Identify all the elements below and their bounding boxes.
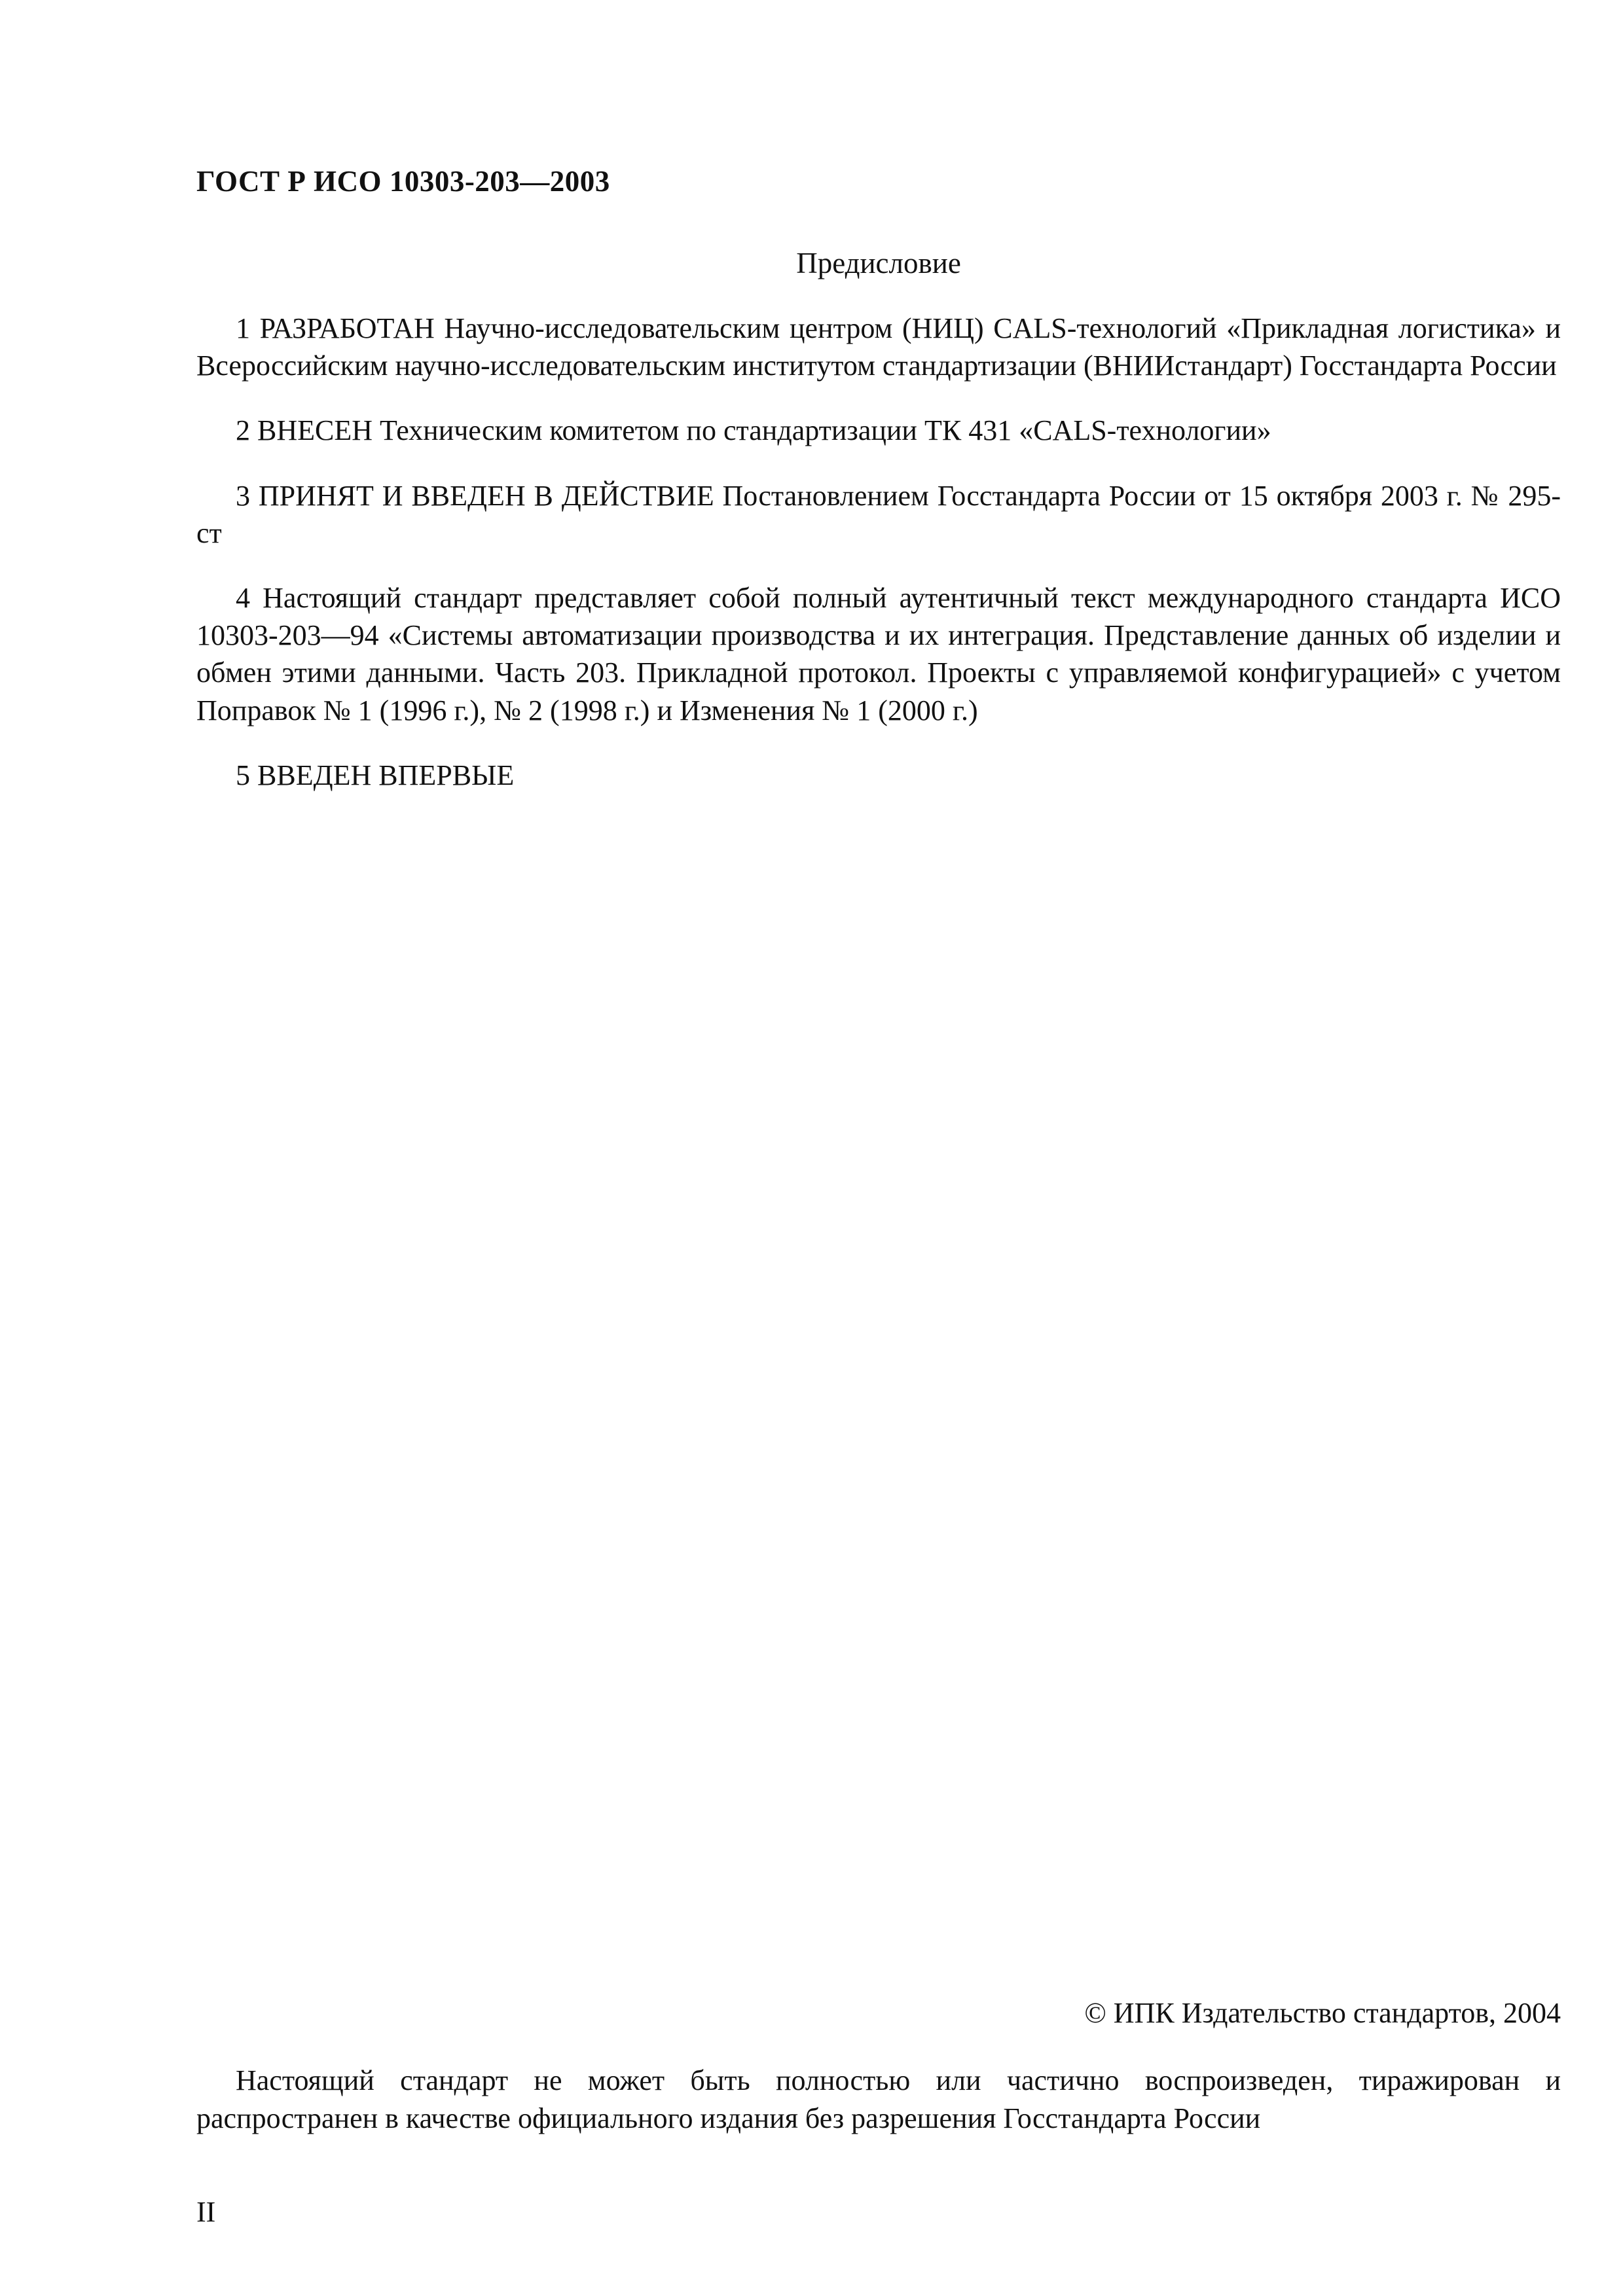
blank-space — [196, 794, 1561, 1994]
page-number: II — [196, 2195, 216, 2228]
foreword-paragraph-2: 2 ВНЕСЕН Техническим комитетом по стандартизации ТК 431 «CALS-технологии» — [236, 414, 1271, 447]
document-designation: ГОСТ Р ИСО 10303-203—2003 — [196, 165, 610, 198]
section-title-foreword: Предисловие — [796, 246, 961, 279]
copyright-notice: © ИПК Издательство стандартов, 2004 — [1084, 1997, 1561, 2030]
foreword-paragraph-4: 4 Настоящий стандарт представляет собой полный аутентичный текст международного стандарта ИСО 10303-203—94 «Системы автоматизации производства и их интеграция. Представление данных об изделии и обмен этими данными. Часть 203. Прикладной протокол. Проекты с управляемой конфигурацией» с учетом Поправок № 1 (1996 г.), № 2 (1998 г.) и Изменения № 1 (2000 г.) — [196, 581, 1561, 726]
foreword-paragraph-3: 3 ПРИНЯТ И ВВЕДЕН В ДЕЙСТВИЕ Постановлением Госстандарта России от 15 октября 2003 г. № 295-ст — [196, 479, 1561, 549]
foreword-paragraph-1: 1 РАЗРАБОТАН Научно-исследовательским центром (НИЦ) CALS-технологий «Прикладная логистика» и Всероссийским научно-исследовательским институтом стандартизации (ВНИИстандарт) Госстандарта России — [196, 312, 1561, 382]
foreword-paragraph-5: 5 ВВЕДЕН ВПЕРВЫЕ — [236, 759, 515, 791]
reproduction-restriction-note: Настоящий стандарт не может быть полностью или частично воспроизведен, тиражирован и распространен в качестве официального издания без разрешения Госстандарта России — [196, 2064, 1561, 2134]
